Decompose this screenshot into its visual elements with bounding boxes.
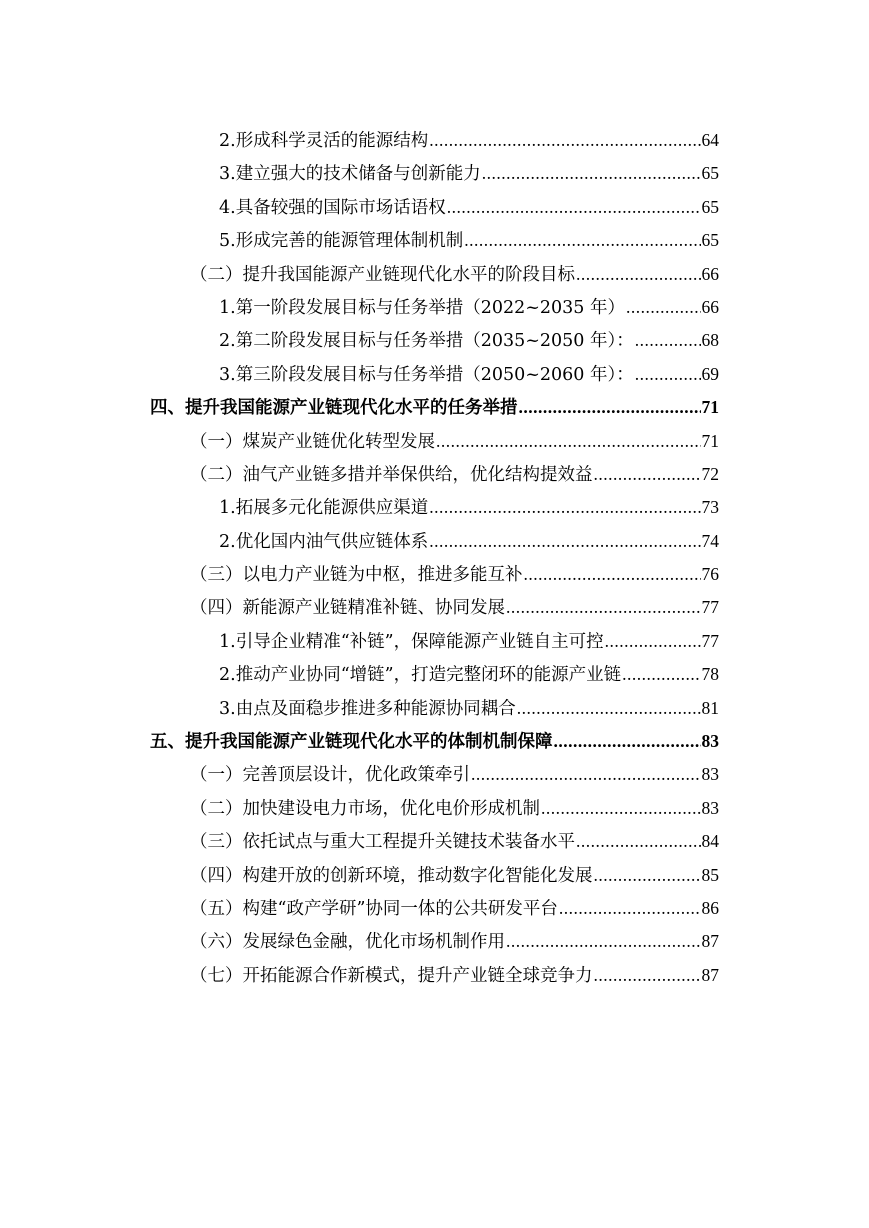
toc-entry-title: （一）完善顶层设计，优化政策牵引	[190, 765, 470, 786]
toc-entry-page-number: 71	[701, 397, 719, 418]
toc-entry[interactable]	[0, 291, 869, 324]
toc-entry-page-number: 73	[701, 497, 719, 518]
toc-entry[interactable]	[0, 224, 869, 257]
toc-entry[interactable]	[0, 491, 869, 524]
toc-entry-page-number: 68	[701, 330, 719, 351]
toc-entry-title: （三）依托试点与重大工程提升关键技术装备水平	[190, 832, 575, 853]
toc-dot-leader	[541, 792, 701, 825]
toc-entry[interactable]	[0, 558, 869, 591]
toc-entry-title: 四、提升我国能源产业链现代化水平的任务举措	[150, 398, 518, 419]
toc-entry-title: （一）煤炭产业链优化转型发展	[190, 431, 435, 452]
toc-dot-leader	[559, 892, 701, 925]
toc-entry-page-number: 65	[701, 163, 719, 184]
toc-entry-title: （二）油气产业链多措并举保供给，优化结构提效益	[190, 464, 593, 485]
toc-entry-page-number: 66	[701, 296, 719, 317]
toc-entry-title: 五、提升我国能源产业链现代化水平的体制机制保障	[150, 732, 553, 753]
toc-entry[interactable]	[0, 925, 869, 958]
toc-dot-leader	[594, 859, 701, 892]
toc-entry[interactable]	[0, 892, 869, 925]
toc-dot-leader	[482, 157, 701, 190]
toc-entry-page-number: 65	[701, 196, 719, 217]
toc-entry[interactable]	[0, 157, 869, 190]
toc-dot-leader	[594, 458, 701, 491]
toc-entry-page-number: 84	[701, 831, 719, 852]
toc-entry-page-number: 65	[701, 230, 719, 251]
toc-entry-page-number: 71	[701, 430, 719, 451]
toc-entry-title: （五）构建“政产学研”协同一体的公共研发平台	[190, 898, 558, 919]
toc-entry-page-number: 83	[701, 797, 719, 818]
toc-entry-title: （四）构建开放的创新环境，推动数字化智能化发展	[190, 865, 593, 886]
toc-dot-leader	[576, 258, 701, 291]
toc-entry-title: 4.具备较强的国际市场话语权	[219, 197, 446, 218]
toc-entry[interactable]	[0, 625, 869, 658]
toc-entry-title: 2.优化国内油气供应链体系	[219, 531, 429, 552]
toc-entry[interactable]	[0, 692, 869, 725]
toc-entry-page-number: 83	[701, 731, 719, 752]
toc-dot-leader	[576, 825, 701, 858]
toc-entry[interactable]	[0, 425, 869, 458]
toc-dot-leader	[519, 391, 701, 424]
toc-entry[interactable]	[0, 324, 869, 357]
toc-entry[interactable]	[0, 591, 869, 624]
toc-entry[interactable]	[0, 825, 869, 858]
toc-entry-page-number: 77	[701, 630, 719, 651]
toc-entry[interactable]	[0, 391, 869, 424]
toc-entry-title: （七）开拓能源合作新模式，提升产业链全球竞争力	[190, 965, 593, 986]
toc-entry[interactable]	[0, 959, 869, 992]
toc-entry-title: （二）加快建设电力市场，优化电价形成机制	[190, 798, 540, 819]
toc-entry-page-number: 87	[701, 964, 719, 985]
toc-entry-page-number: 83	[701, 764, 719, 785]
toc-entry-page-number: 86	[701, 897, 719, 918]
toc-entry-page-number: 69	[701, 363, 719, 384]
toc-entry-page-number: 76	[701, 564, 719, 585]
toc-entry-title: 2.推动产业协同“增链”，打造完整闭环的能源产业链	[219, 665, 622, 686]
toc-dot-leader	[447, 191, 701, 224]
toc-entry[interactable]	[0, 725, 869, 758]
toc-entry-title: 3.第三阶段发展目标与任务举措（2050~2060 年）：	[219, 364, 634, 385]
toc-dot-leader	[622, 658, 700, 691]
toc-entry-title: 3.由点及面稳步推进多种能源协同耦合	[219, 698, 516, 719]
toc-entry-title: 1.第一阶段发展目标与任务举措（2022~2035 年）	[219, 297, 625, 318]
toc-entry-page-number: 81	[701, 697, 719, 718]
table-of-contents	[0, 124, 869, 992]
toc-entry[interactable]	[0, 458, 869, 491]
toc-entry[interactable]	[0, 658, 869, 691]
toc-dot-leader	[524, 558, 701, 591]
toc-entry[interactable]	[0, 358, 869, 391]
toc-dot-leader	[635, 324, 701, 357]
toc-entry-page-number: 85	[701, 864, 719, 885]
toc-dot-leader	[594, 959, 701, 992]
toc-dot-leader	[506, 591, 701, 624]
toc-entry-title: （四）新能源产业链精准补链、协同发展	[190, 598, 505, 619]
toc-dot-leader	[429, 491, 700, 524]
toc-entry-title: 2.形成科学灵活的能源结构	[219, 131, 429, 151]
toc-entry-page-number: 87	[701, 931, 719, 952]
toc-dot-leader	[464, 224, 700, 257]
toc-dot-leader	[554, 725, 701, 758]
toc-entry[interactable]	[0, 258, 869, 291]
toc-entry[interactable]	[0, 758, 869, 791]
toc-entry-page-number: 66	[701, 263, 719, 284]
toc-dot-leader	[429, 525, 700, 558]
toc-entry-page-number: 78	[701, 664, 719, 685]
toc-entry-title: （二）提升我国能源产业链现代化水平的阶段目标	[190, 264, 575, 285]
toc-entry[interactable]	[0, 124, 869, 157]
toc-entry-title: 5.形成完善的能源管理体制机制	[219, 231, 464, 252]
toc-entry-title: （三）以电力产业链为中枢，推进多能互补	[190, 565, 523, 586]
toc-dot-leader	[626, 291, 701, 324]
toc-entry-title: 3.建立强大的技术储备与创新能力	[219, 164, 481, 185]
toc-dot-leader	[471, 758, 701, 791]
toc-entry[interactable]	[0, 191, 869, 224]
toc-entry-title: 1.引导企业精准“补链”，保障能源产业链自主可控	[219, 631, 604, 652]
toc-dot-leader	[605, 625, 701, 658]
toc-dot-leader	[506, 925, 701, 958]
toc-entry-title: 2.第二阶段发展目标与任务举措（2035~2050 年）：	[219, 331, 634, 352]
toc-dot-leader	[436, 425, 701, 458]
toc-entry[interactable]	[0, 792, 869, 825]
toc-dot-leader	[635, 358, 701, 391]
toc-entry-page-number: 77	[701, 597, 719, 618]
toc-entry-title: 1.拓展多元化能源供应渠道	[219, 498, 429, 519]
toc-entry-page-number: 72	[701, 463, 719, 484]
toc-entry-page-number: 64	[701, 130, 719, 150]
toc-entry-page-number: 74	[701, 530, 719, 551]
toc-dot-leader	[517, 692, 701, 725]
toc-entry[interactable]	[0, 859, 869, 892]
toc-entry[interactable]	[0, 525, 869, 558]
toc-entry-title: （六）发展绿色金融，优化市场机制作用	[190, 932, 505, 953]
toc-dot-leader	[429, 124, 700, 157]
